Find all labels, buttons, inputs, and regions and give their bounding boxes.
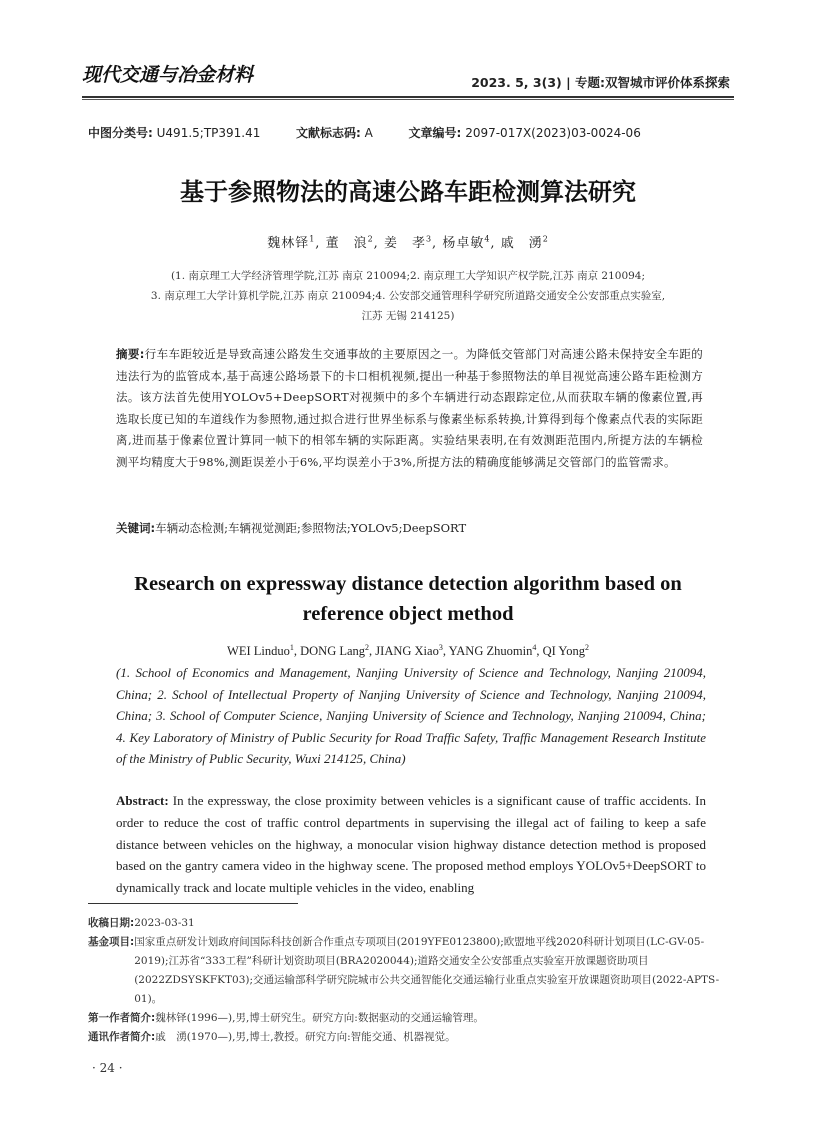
author-sup: 1 <box>289 643 294 652</box>
abstract-en <box>116 790 706 899</box>
author-cn: 戚 湧 <box>500 236 543 251</box>
clc-label: 中图分类号: <box>88 126 153 140</box>
abstract-en-text: In the expressway, the close proximity between vehicles is a significant cause of traffic accidents. In order to reduce the cost of traffic control departments in supervising the illegal act of failing to keep a safe distance between vehicles on the highway, a monocular vision highway distance detection method is proposed based on the gantry camera video in the highway scene. The proposed method employs YOLOv5+DeepSORT to dynamically track and locate multiple vehicles in the video, enabling <box>116 793 707 896</box>
footnotes <box>88 914 736 1047</box>
author-sup: 3 <box>438 643 443 652</box>
author-en: YANG Zhuomin <box>448 644 533 659</box>
journal-logo: 现代交通与冶金材料 <box>82 64 254 86</box>
header-rule-thin <box>82 99 734 100</box>
affiliation-line: (1. 南京理工大学经济管理学院,江苏 南京 210094;2. 南京理工大学知识产权学院,江苏 南京 210094; <box>170 270 646 282</box>
keywords-cn-text: 车辆动态检测;车辆视觉测距;参照物法;YOLOv5;DeepSORT <box>155 521 467 535</box>
footnote-value: 戚 湧(1970—),男,博士,教授。研究方向:智能交通、机器视觉。 <box>155 1031 456 1043</box>
author-sup: 2 <box>365 643 370 652</box>
author-en: QI Yong <box>542 644 585 659</box>
clc-value: U491.5;TP391.41 <box>156 126 261 140</box>
abstract-cn <box>116 344 703 474</box>
author-cn: 杨卓敏 <box>442 236 485 251</box>
doc-code-label: 文献标志码: <box>296 126 361 140</box>
author-sup: 2 <box>542 234 549 244</box>
abstract-en-label: Abstract: <box>116 793 169 808</box>
footnote-rule <box>88 903 298 904</box>
article-number-value: 2097-017X(2023)03-0024-06 <box>465 126 641 140</box>
doc-code-value: A <box>364 126 373 140</box>
author-sup: 3 <box>425 234 433 244</box>
abstract-cn-label: 摘要: <box>116 347 145 361</box>
title-en-line: Research on expressway distance detection algorithm based on <box>134 573 682 595</box>
header-rule <box>82 96 734 98</box>
author-sup: 2 <box>584 643 589 652</box>
paper-title-en <box>80 569 736 629</box>
author-en: DONG Lang <box>300 644 366 659</box>
authors-cn: 魏林铎$^1$, 董 浪$^2$, 姜 孝$^3$, 杨卓敏$^4$, 戚 湧$^2$ <box>267 234 549 251</box>
footnote-value: 国家重点研发计划政府间国际科技创新合作重点专项项目(2019YFE0123800);欧盟地平线2020科研计划项目(LC-GV-05-2019);江苏省“333工程”科研计划资助项目(BRA2020044);道路交通安全公安部重点实验室开放课题资助项目(2022ZDSYSKFKT03);交通运输部科学研究院城市公共交通智能化交通运输行业重点实验室开放课题资助项目(2022-APTS-01)。 <box>134 936 720 1005</box>
author-en: JIANG Xiao <box>375 644 439 659</box>
authors-en: WEI Linduo$^1$, DONG Lang$^2$, JIANG Xiao$^3$, YANG Zhuomin$^4$, QI Yong$^2$ <box>227 643 589 659</box>
footnote-label: 通讯作者简介: <box>88 1031 156 1043</box>
author-en: WEI Linduo <box>227 644 290 659</box>
footnote-label: 收稿日期: <box>88 917 135 929</box>
author-sup: 1 <box>309 234 316 244</box>
abstract-cn-text: 行车车距较近是导致高速公路发生交通事故的主要原因之一。为降低交管部门对高速公路未保持安全车距的违法行为的监管成本,基于高速公路场景下的卡口相机视频,提出一种基于参照物法的单目视觉高速公路车距检测方法。该方法首先使用YOLOv5+DeepSORT对视频中的多个车辆进行动态跟踪定位,从而获取车辆的像素位置,再选取长度已知的车道线作为参照物,通过拟合进行世界坐标系与像素坐标系转换,计算得到每个像素点代表的实际距离,进而基于像素位置计算同一帧下的相邻车辆的实际距离。实验结果表明,在有效测距范围内,所提方法的车辆检测平均精度大于98%,测距误差小于6%,平均误差小于3%,所提方法的精确度能够满足交管部门的监管需求。 <box>116 347 704 469</box>
footnote-value: 魏林铎(1996—),男,博士研究生。研究方向:数据驱动的交通运输管理。 <box>155 1012 484 1024</box>
affiliation-line: 3. 南京理工大学计算机学院,江苏 南京 210094;4. 公安部交通管理科学研究所道路交通安全公安部重点实验室, <box>150 290 666 302</box>
footnote-funding <box>88 933 736 1009</box>
author-sup: 2 <box>367 234 374 244</box>
footnote-received <box>88 914 736 933</box>
page-number: · 24 · <box>92 1061 123 1075</box>
footnote-label: 基金项目: <box>88 936 135 948</box>
footnote-first-author <box>88 1009 736 1028</box>
footnote-value: 2023-03-31 <box>134 917 195 929</box>
footnote-corresponding-author <box>88 1028 736 1047</box>
author-sup: 4 <box>532 643 537 652</box>
affiliation-line: 江苏 无锡 214125) <box>361 310 455 322</box>
author-sup: 4 <box>484 234 491 244</box>
affiliations-en: (1. School of Economics and Management, Nanjing University of Science and Technology, Nanjing 210094, China; 2. School of Intellectual Property of Nanjing University of Science and Technology, Nanjing 210094, China; 3. School of Computer Science, Nanjing University of Science and Technology, Nanjing 210094, China; 4. Key Laboratory of Ministry of Public Security for Road Traffic Safety, Traffic Management Research Institute of the Ministry of Public Security, Wuxi 214125, China) <box>116 665 706 767</box>
affiliations-cn <box>100 266 716 326</box>
title-en-line: reference object method <box>302 603 514 625</box>
issue-info: 2023. 5, 3(3) | 专题:双智城市评价体系探索 <box>471 75 730 90</box>
article-number-label: 文章编号: <box>408 126 462 140</box>
paper-title-cn: 基于参照物法的高速公路车距检测算法研究 <box>180 178 636 206</box>
keywords-cn-label: 关键词: <box>116 521 156 535</box>
author-cn: 姜 孝 <box>383 236 426 251</box>
author-cn: 董 浪 <box>325 236 368 251</box>
footnote-label: 第一作者简介: <box>88 1012 156 1024</box>
keywords-cn <box>116 520 703 536</box>
author-cn: 魏林铎 <box>267 236 310 251</box>
classification-line <box>88 124 641 141</box>
